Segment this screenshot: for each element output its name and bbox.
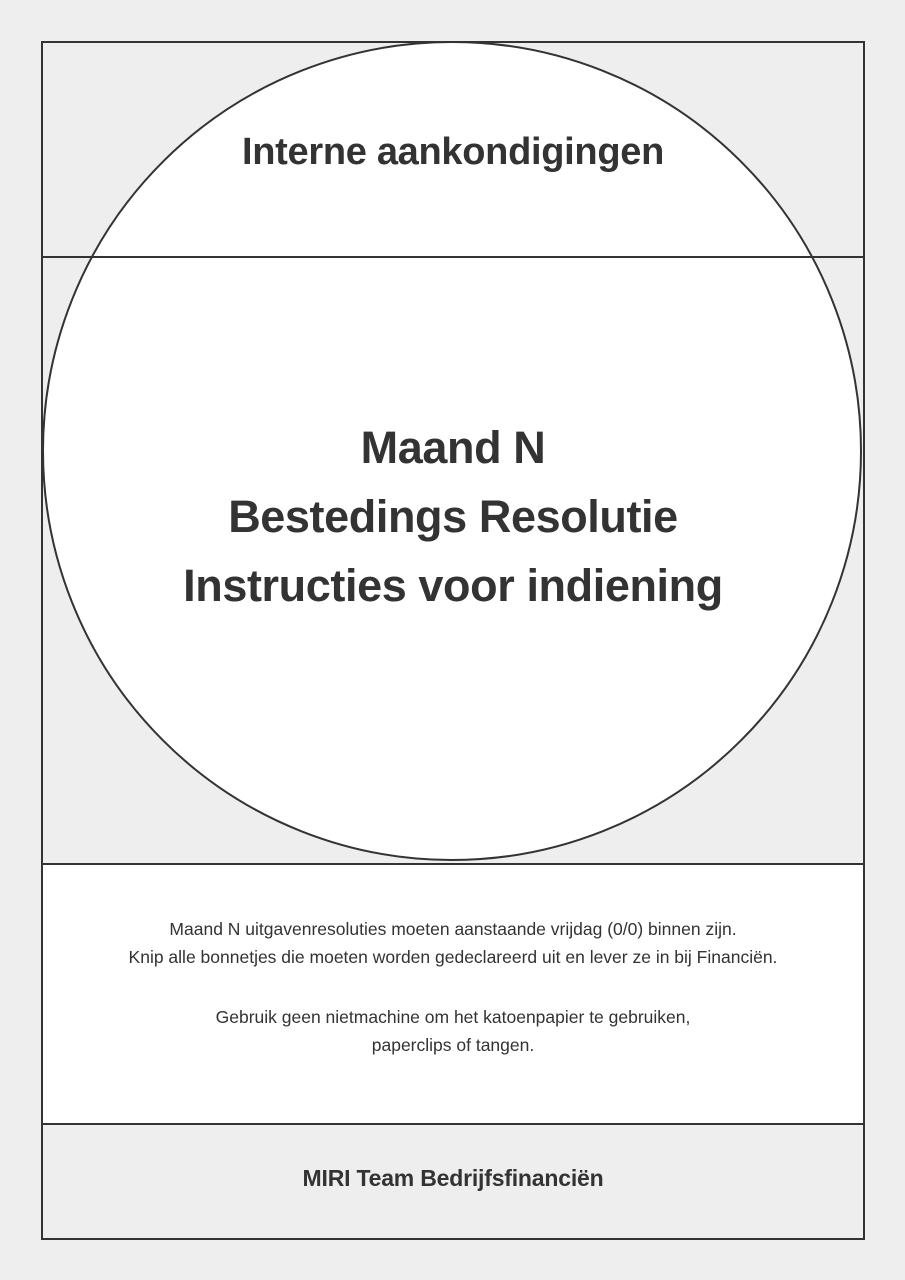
header-title: Interne aankondigingen (242, 131, 664, 173)
hero-title-line: Maand N (360, 422, 546, 473)
paragraph-line: paperclips of tangen. (371, 1035, 535, 1055)
footer-signature: MIRI Team Bedrijfsfinanciën (302, 1165, 604, 1191)
announcement-frame (41, 41, 865, 1240)
paragraph-line: Gebruik geen nietmachine om het katoenpapier te gebruiken, (215, 1007, 691, 1027)
footer-divider (43, 1123, 863, 1125)
instruction-paragraph-fasteners (43, 1003, 863, 1059)
instruction-paragraph-deadline (43, 915, 863, 971)
paragraph-line: Knip alle bonnetjes die moeten worden gedeclareerd uit en lever ze in bij Financiën. (128, 947, 778, 967)
paragraph-line: Maand N uitgavenresoluties moeten aanstaande vrijdag (0/0) binnen zijn. (169, 919, 737, 939)
hero-title-line: Bestedings Resolutie (228, 491, 678, 542)
body-section (43, 865, 863, 1123)
hero-title-line: Instructies voor indiening (183, 560, 723, 611)
header-divider (43, 256, 863, 258)
hero-title (43, 413, 863, 620)
